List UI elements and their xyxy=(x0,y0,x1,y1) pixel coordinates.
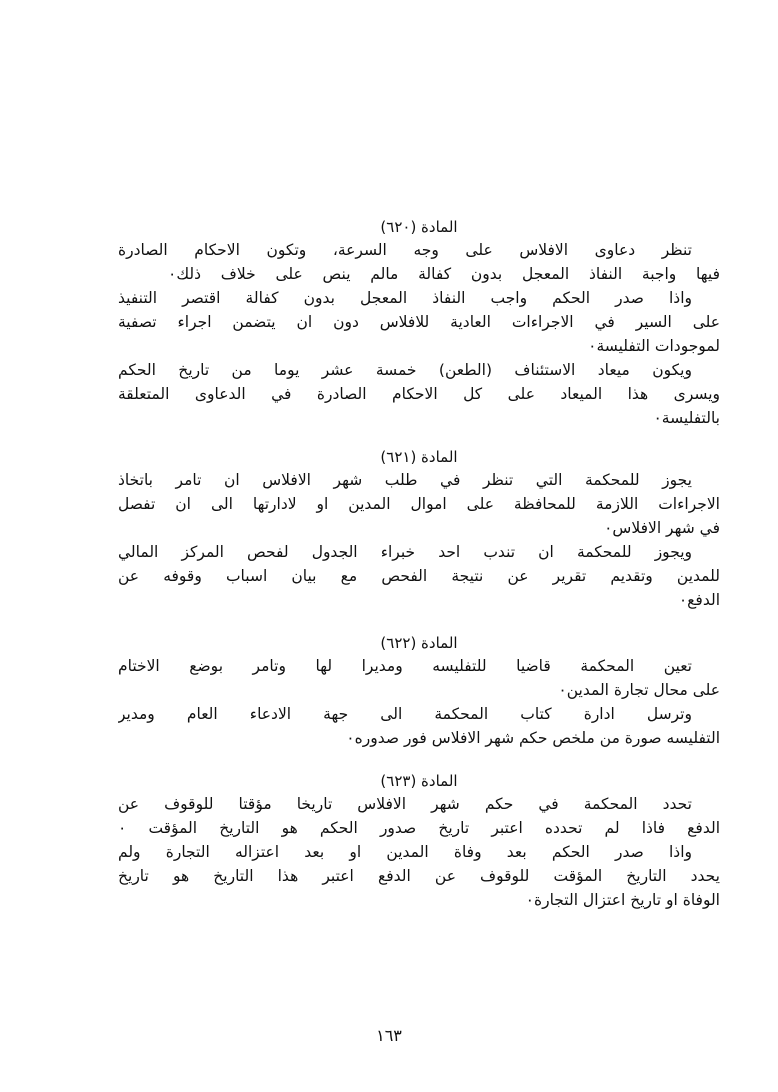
page-number: ١٦٣ xyxy=(376,1026,402,1045)
article-line: الاجراءات اللازمة للمحافظة على اموال المدين او لادارتها الى ان تفصل xyxy=(118,495,720,513)
article-622 xyxy=(118,632,720,750)
article-620 xyxy=(118,216,720,430)
article-line: تعين المحكمة قاضيا للتفليسه ومديرا لها وتامر بوضع الاختام xyxy=(118,657,692,675)
article-line: يجوز للمحكمة التي تنظر في طلب شهر الافلاس ان تامر باتخاذ xyxy=(118,471,692,489)
article-line: الدفع٠ xyxy=(678,591,720,609)
article-621 xyxy=(118,446,720,612)
article-line: على السير في الاجراءات العادية للافلاس دون ان يتضمن اجراء تصفية xyxy=(118,313,720,331)
article-line: فيها واجبة النفاذ المعجل بدون كفالة مالم ينص على خلاف ذلك٠ xyxy=(168,265,720,283)
article-line: للمدين وتقديم تقرير عن نتيجة الفحص مع بيان اسباب وقوفه عن xyxy=(118,567,720,585)
article-line: الوفاة او تاريخ اعتزال التجارة٠ xyxy=(525,891,720,909)
article-line: في شهر الافلاس٠ xyxy=(604,519,720,537)
article-line: ويسرى هذا الميعاد على كل الاحكام الصادرة في الدعاوى المتعلقة xyxy=(118,385,720,403)
article-line: الدفع فاذا لم تحدده اعتبر تاريخ صدور الحكم هو التاريخ المؤقت ٠ xyxy=(118,819,720,837)
article-line: واذا صدر الحكم بعد وفاة المدين او بعد اعتزاله التجارة ولم xyxy=(118,843,692,861)
article-heading: المادة (٦٢١) xyxy=(380,448,458,466)
article-line: على محال تجارة المدين٠ xyxy=(558,681,720,699)
article-line: التفليسه صورة من ملخص حكم شهر الافلاس فور صدوره٠ xyxy=(346,729,720,747)
article-heading: المادة (٦٢٢) xyxy=(380,634,458,652)
article-line: يحدد التاريخ المؤقت للوقوف عن الدفع اعتبر هذا التاريخ هو تاريخ xyxy=(118,867,720,885)
article-line: وترسل ادارة كتاب المحكمة الى جهة الادعاء العام ومدير xyxy=(118,705,692,723)
article-line: بالتفليسة٠ xyxy=(653,409,720,427)
article-line: ويكون ميعاد الاستئناف (الطعن) خمسة عشر يوما من تاريخ الحكم xyxy=(118,361,692,379)
article-line: ويجوز للمحكمة ان تندب احد خبراء الجدول لفحص المركز المالي xyxy=(118,543,692,561)
article-line: تنظر دعاوى الافلاس على وجه السرعة، وتكون الاحكام الصادرة xyxy=(118,241,692,259)
article-heading: المادة (٦٢٠) xyxy=(380,218,458,236)
article-line: واذا صدر الحكم واجب النفاذ المعجل بدون كفالة اقتصر التنفيذ xyxy=(118,289,692,307)
article-line: تحدد المحكمة في حكم شهر الافلاس تاريخا مؤقتا للوقوف عن xyxy=(118,795,692,813)
article-heading: المادة (٦٢٣) xyxy=(380,772,458,790)
article-line: لموجودات التفليسة٠ xyxy=(588,337,720,355)
article-623 xyxy=(118,770,720,912)
